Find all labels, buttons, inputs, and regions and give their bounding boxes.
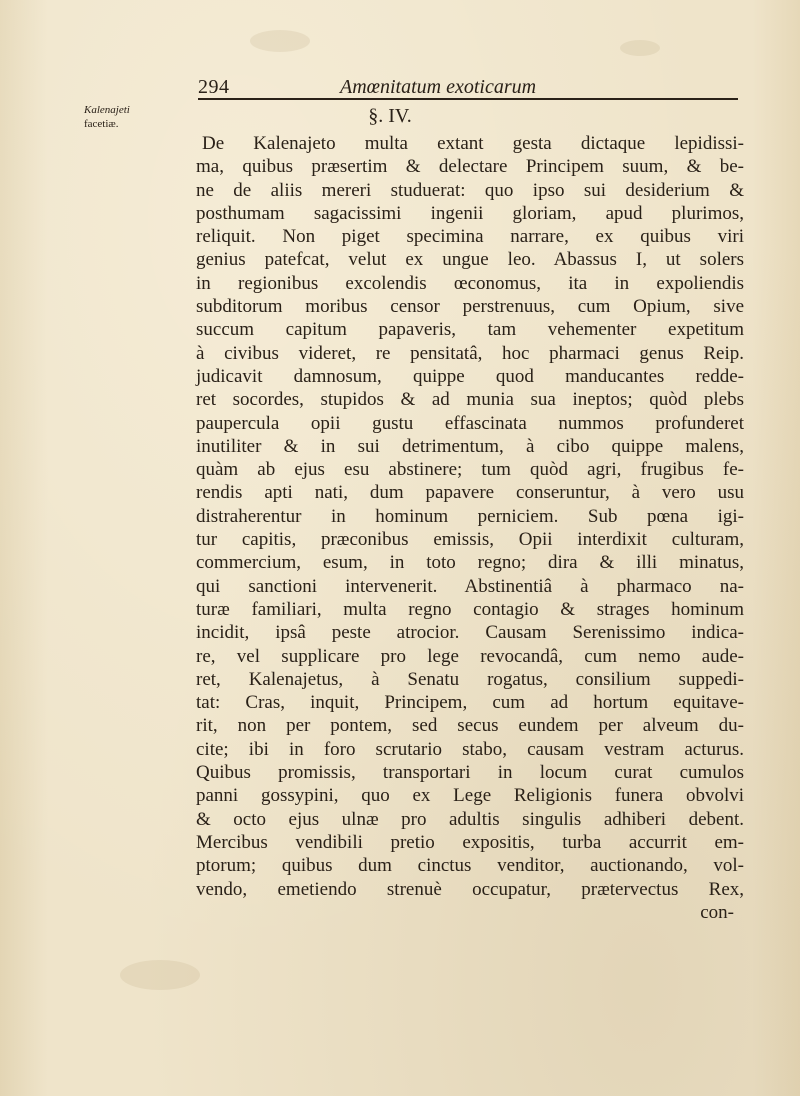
paper-stain [120, 960, 200, 990]
text-line: Mercibus vendibili pretio expositis, turba accurrit em- [196, 831, 744, 853]
margin-note-line: facetiæ. [84, 118, 119, 130]
text-line: judicavit damnosum, quippe quod manducantes redde- [196, 365, 744, 387]
text-line: incidit, ipsâ peste atrocior. Causam Serenissimo indica- [196, 622, 744, 644]
text-line: subditorum moribus censor perstrenuus, cum Opium, sive [196, 296, 744, 318]
text-line: De Kalenajeto multa extant gesta dictaque lepidissi- [202, 133, 744, 154]
text-line: paupercula opii gustu effascinata nummos profunderet [196, 412, 744, 434]
header-rule [198, 98, 738, 100]
paper-stain [620, 40, 660, 56]
text-line: rendis apti nati, dum papavere conseruntur, à vero usu [196, 482, 744, 504]
text-line: genius patefcat, velut ex ungue leo. Abassus I, ut solers [196, 249, 744, 271]
text-line: tur capitis, præconibus emissis, Opii interdixit culturam, [196, 529, 744, 551]
text-line: re, vel supplicare pro lege revocandâ, cum nemo aude- [196, 645, 744, 667]
text-line: in regionibus excolendis œconomus, ita in expoliendis [196, 272, 744, 294]
text-line: distraherentur in hominum perniciem. Sub pœna igi- [196, 505, 744, 527]
running-title: Amœnitatum exoticarum [340, 76, 537, 98]
text-line: cite; ibi in foro scrutario stabo, causam vestram acturus. [196, 738, 744, 760]
text-line: qui sanctioni intervenerit. Abstinentiâ à pharmaco na- [196, 575, 744, 597]
text-line: turæ familiari, multa regno contagio & strages hominum [196, 598, 744, 620]
page-number: 294 [198, 76, 230, 98]
text-line: Quibus promissis, transportari in locum curat cumulos [196, 762, 744, 784]
text-line: ne de aliis mereri studuerat: quo ipso sui desiderium & [196, 179, 744, 201]
text-line: panni gossypini, quo ex Lege Religionis funera obvolvi [196, 785, 744, 807]
text-line: reliquit. Non piget specimina narrare, ex quibus viri [196, 226, 744, 248]
body-text [196, 132, 744, 924]
text-line: à civibus videret, re pensitatâ, hoc pharmaci genus Reip. [196, 342, 744, 364]
text-line: quàm ab ejus esu abstinere; tum quòd agri, frugibus fe- [196, 459, 744, 481]
text-line: & octo ejus ulnæ pro adultis singulis adhiberi debent. [196, 808, 744, 830]
text-line: vendo, emetiendo strenuè occupatur, prætervectus Rex, [196, 878, 744, 900]
margin-note-line: Kalenajeti [84, 104, 130, 116]
paper-stain [250, 30, 310, 52]
text-line: inutiliter & in sui detrimentum, à cibo quippe malens, [196, 435, 744, 457]
text-line: posthumam sagacissimi ingenii gloriam, apud plurimos, [196, 202, 744, 224]
text-line: succum capitum papaveris, tam vehementer expetitum [196, 319, 744, 341]
text-line: ptorum; quibus dum cinctus venditor, auctionando, vol- [196, 855, 744, 877]
text-line: commercium, esum, in toto regno; dira & illi minatus, [196, 552, 744, 574]
text-line: tat: Cras, inquit, Principem, cum ad hortum equitave- [196, 692, 744, 714]
margin-note [84, 103, 164, 131]
catchword: con- [700, 901, 734, 923]
section-heading: §. IV. [368, 105, 412, 127]
text-line: ret, Kalenajetus, à Senatu rogatus, consilium suppedi- [196, 668, 744, 690]
text-line: ret socordes, stupidos & ad munia sua ineptos; quòd plebs [196, 389, 744, 411]
text-line: ma, quibus præsertim & delectare Principem suum, & be- [196, 156, 744, 178]
text-line: rit, non per pontem, sed secus eundem per alveum du- [196, 715, 744, 737]
